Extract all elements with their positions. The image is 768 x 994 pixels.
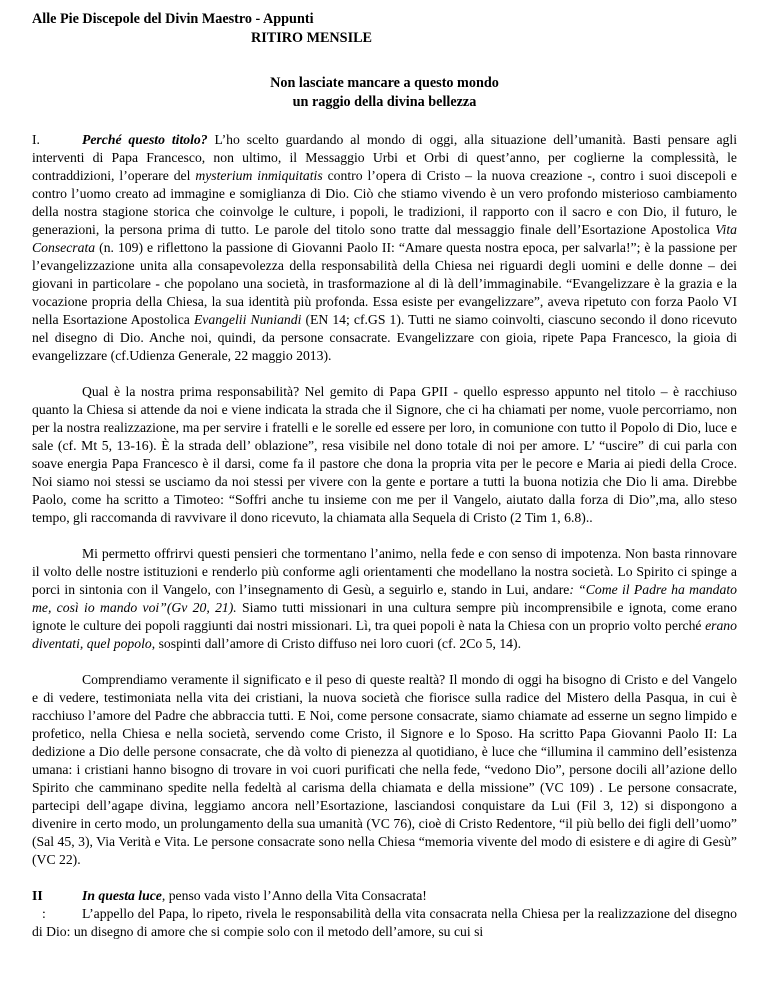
section-2-paragraph (32, 905, 737, 941)
section-1-text-2: contro l’opera di Cristo – la nuova creazione -, contro i suoi discepoli e contro l’uomo creato ad immagine e somiglianza di Dio. Ciò che stiamo vivendo è un vero profondo misterioso cambiamento della nostra stagione storica che coinvolge le culture, i popoli, le tradizioni, il rapporto con il sacro e con Dio, il futuro, le generazioni, la persona prima di tutto. Le parole del titolo sono tratte dal messaggio finale dell’Esortazione Apostolica (32, 168, 737, 237)
header-line-1: Alle Pie Discepole del Divin Maestro - Appunti (32, 11, 314, 27)
paragraph-2: Qual è la nostra prima responsabilità? Nel gemito di Papa GPII - quello espresso appunto nel titolo – è racchiuso quanto la Chiesa si attende da noi e viene indicata la strada che il Signore, che ci ha chiamati per nome, vuole percorriamo, non per la nostra realizzazione, ma per servire i fratelli e le sorelle ed essere per loro, in comunione con tutto il Popolo di Dio, luce e sale (cf. Mt 5, 13-16). È la strada dell’ oblazione”, resa visibile nel dono totale di noi per amore. L’ “uscire” di cui parla con soave energia Papa Francesco è il darsi, come fa il pastore che dona la propria vita per le pecore e Maria ai piedi della Croce. Noi siamo noi stessi se usciamo da noi stessi per vivere con la gente e portare a tutti la buona notizia che Dio li ama. Direbbe Paolo, come ha scritto a Timoteo: “Soffri anche tu insieme con me per il Vangelo, aiutato dalla forza di Dio”,ma, allo steso tempo, gli raccomanda di ravvivare il dono ricevuto, la chiamata alla Sequela di Cristo (2 Tim 1, 6.8).. (32, 384, 737, 525)
section-2-text-2: L’appello del Papa, lo ripeto, rivela le responsabilità della vita consacrata nella Chiesa per la realizzazione del disegno di Dio: un disegno di amore che si compie solo con il metodo dell’amore, su cui si (32, 906, 737, 939)
title-line-2: un raggio della divina bellezza (292, 94, 477, 110)
document-title (32, 74, 737, 112)
paragraph-3 (32, 545, 737, 653)
section-2-number: II (32, 888, 43, 903)
paragraph-3-text-3: , sospinti dall’amore di Cristo diffuso nei loro cuori (cf. 2Co 5, 14). (151, 636, 522, 651)
paragraph-3-text-1: Mi permetto offrirvi questi pensieri che tormentano l’animo, nella fede e con senso di impotenza. Non basta rinnovare il volto delle nostre istituzioni e renderlo più conforme agli orientamenti che modellano la nostra società. Lo Spirito ci spinge a porci in sintonia con il Vangelo, con l’insegnamento di Gesù, a seguirlo e, stando in Lui, andare (32, 546, 737, 597)
section-1-paragraph (32, 131, 737, 365)
section-1-heading: Perché questo titolo? (82, 132, 208, 147)
section-1-number: I. (32, 132, 40, 147)
section-1-mysterium: mysterium inmiquitatis (195, 168, 323, 183)
header-line-2: RITIRO MENSILE (251, 30, 373, 46)
section-1-text-1: L’ho scelto guardando al mondo di oggi, alla situazione dell’umanità. Basti pensare agli interventi di Papa Francesco, non ultimo, il Messaggio Urbi et Orbi di quest’anno, per coglierne la complessità, le contraddizioni, l’operare del (32, 132, 737, 183)
section-1-vita-consecrata: Vita Consecrata (32, 222, 737, 255)
paragraph-3-text-2: Siamo tutti missionari in una cultura sempre più incomprensibile e ignota, come erano ignote le culture dei popoli raggiunti dai nostri missionari. Lì, tra quei popoli è nata la Chiesa con un proprio volto perché (32, 600, 737, 633)
section-2-heading: In questa luce (82, 888, 162, 903)
paragraph-4: Comprendiamo veramente il significato e il peso di queste realtà? Il mondo di oggi ha bisogno di Cristo e del Vangelo e di vedere, testimoniata nella vita dei cristiani, la nuova società che fiorisce sulla radice del Mistero della Pasqua, in cui è racchiuso l’amore del Padre che abbraccia tutti. E Noi, come persone consacrate, siamo chiamate ad esserne un segno limpido e profetico, nella Chiesa e nella società, servendo come Cristo, il Signore e lo Sposo. Ha scritto Papa Giovanni Paolo II: La dedizione a Dio delle persone consacrate, che dà volto di pienezza al quotidiano, è luce che “illumina il cammino dell’esistenza umana: i cristiani hanno bisogno di trovare in voi cuori purificati che nella fede, “vedono Dio”, persone docili all’azione dello Spirito che camminano spedite nella fedeltà al carisma della chiamata e della missione” (VC 109) . Le persone consacrate, partecipi dell’agape divina, leggiamo ancora nell’Esortazione, lasciandosi conquistare da Lui (Fil 3, 12) si dispongono a divenire in certo modo, un prolungamento della sua umanità (VC 76), cioè di Cristo Redentore, “il più bello dei figli dell’uomo” (Sal 45, 3), Via Verità e Vita. Le persone consacrate sono nella Chiesa “memoria vivente del modo di esistere e di agire di Gesù” (VC 22). (32, 672, 737, 867)
section-1-evangelii: Evangelii Nuniandi (193, 312, 302, 327)
section-2-heading-line (32, 887, 737, 905)
section-1-text-4: (EN 14; cf.GS 1). Tutti ne siamo coinvolti, ciascuno secondo il dono ricevuto nel disegno di Dio. Anche noi, quindi, da persone consacrate. Evangelizzare con gioia, ripete Papa Francesco, la gioia di evangelizzare (cf.Udienza Generale, 22 maggio 2013). (32, 312, 737, 363)
paragraph-3-erano: erano diventati, quel popolo (32, 618, 737, 651)
section-2-text-1: , penso vada visto l’Anno della Vita Consacrata! (161, 888, 427, 903)
section-1-text-3: (n. 109) e riflettono la passione di Giovanni Paolo II: “Amare questa nostra epoca, per salvarla!”; è la passione per l’evangelizzazione unita alla consapevolezza della responsabilità della Chiesa nei riguardi degli uomini e delle donne – dei giovani in particolare - che popolano una società, in trasformazione al di là dell’immaginabile. “Evangelizzare è la grazia e la vocazione propria della Chiesa, la sua identità più profonda. Essa esiste per evangelizzare”, aveva ripetuto con forza Paolo VI nella Esortazione Apostolica (32, 240, 737, 327)
title-line-1: Non lasciate mancare a questo mondo (270, 75, 499, 91)
paragraph-3-quote: : “Come il Padre ha mandato me, così io mando voi”(Gv 20, 21). (32, 582, 737, 615)
section-2-colon: : (42, 906, 46, 921)
